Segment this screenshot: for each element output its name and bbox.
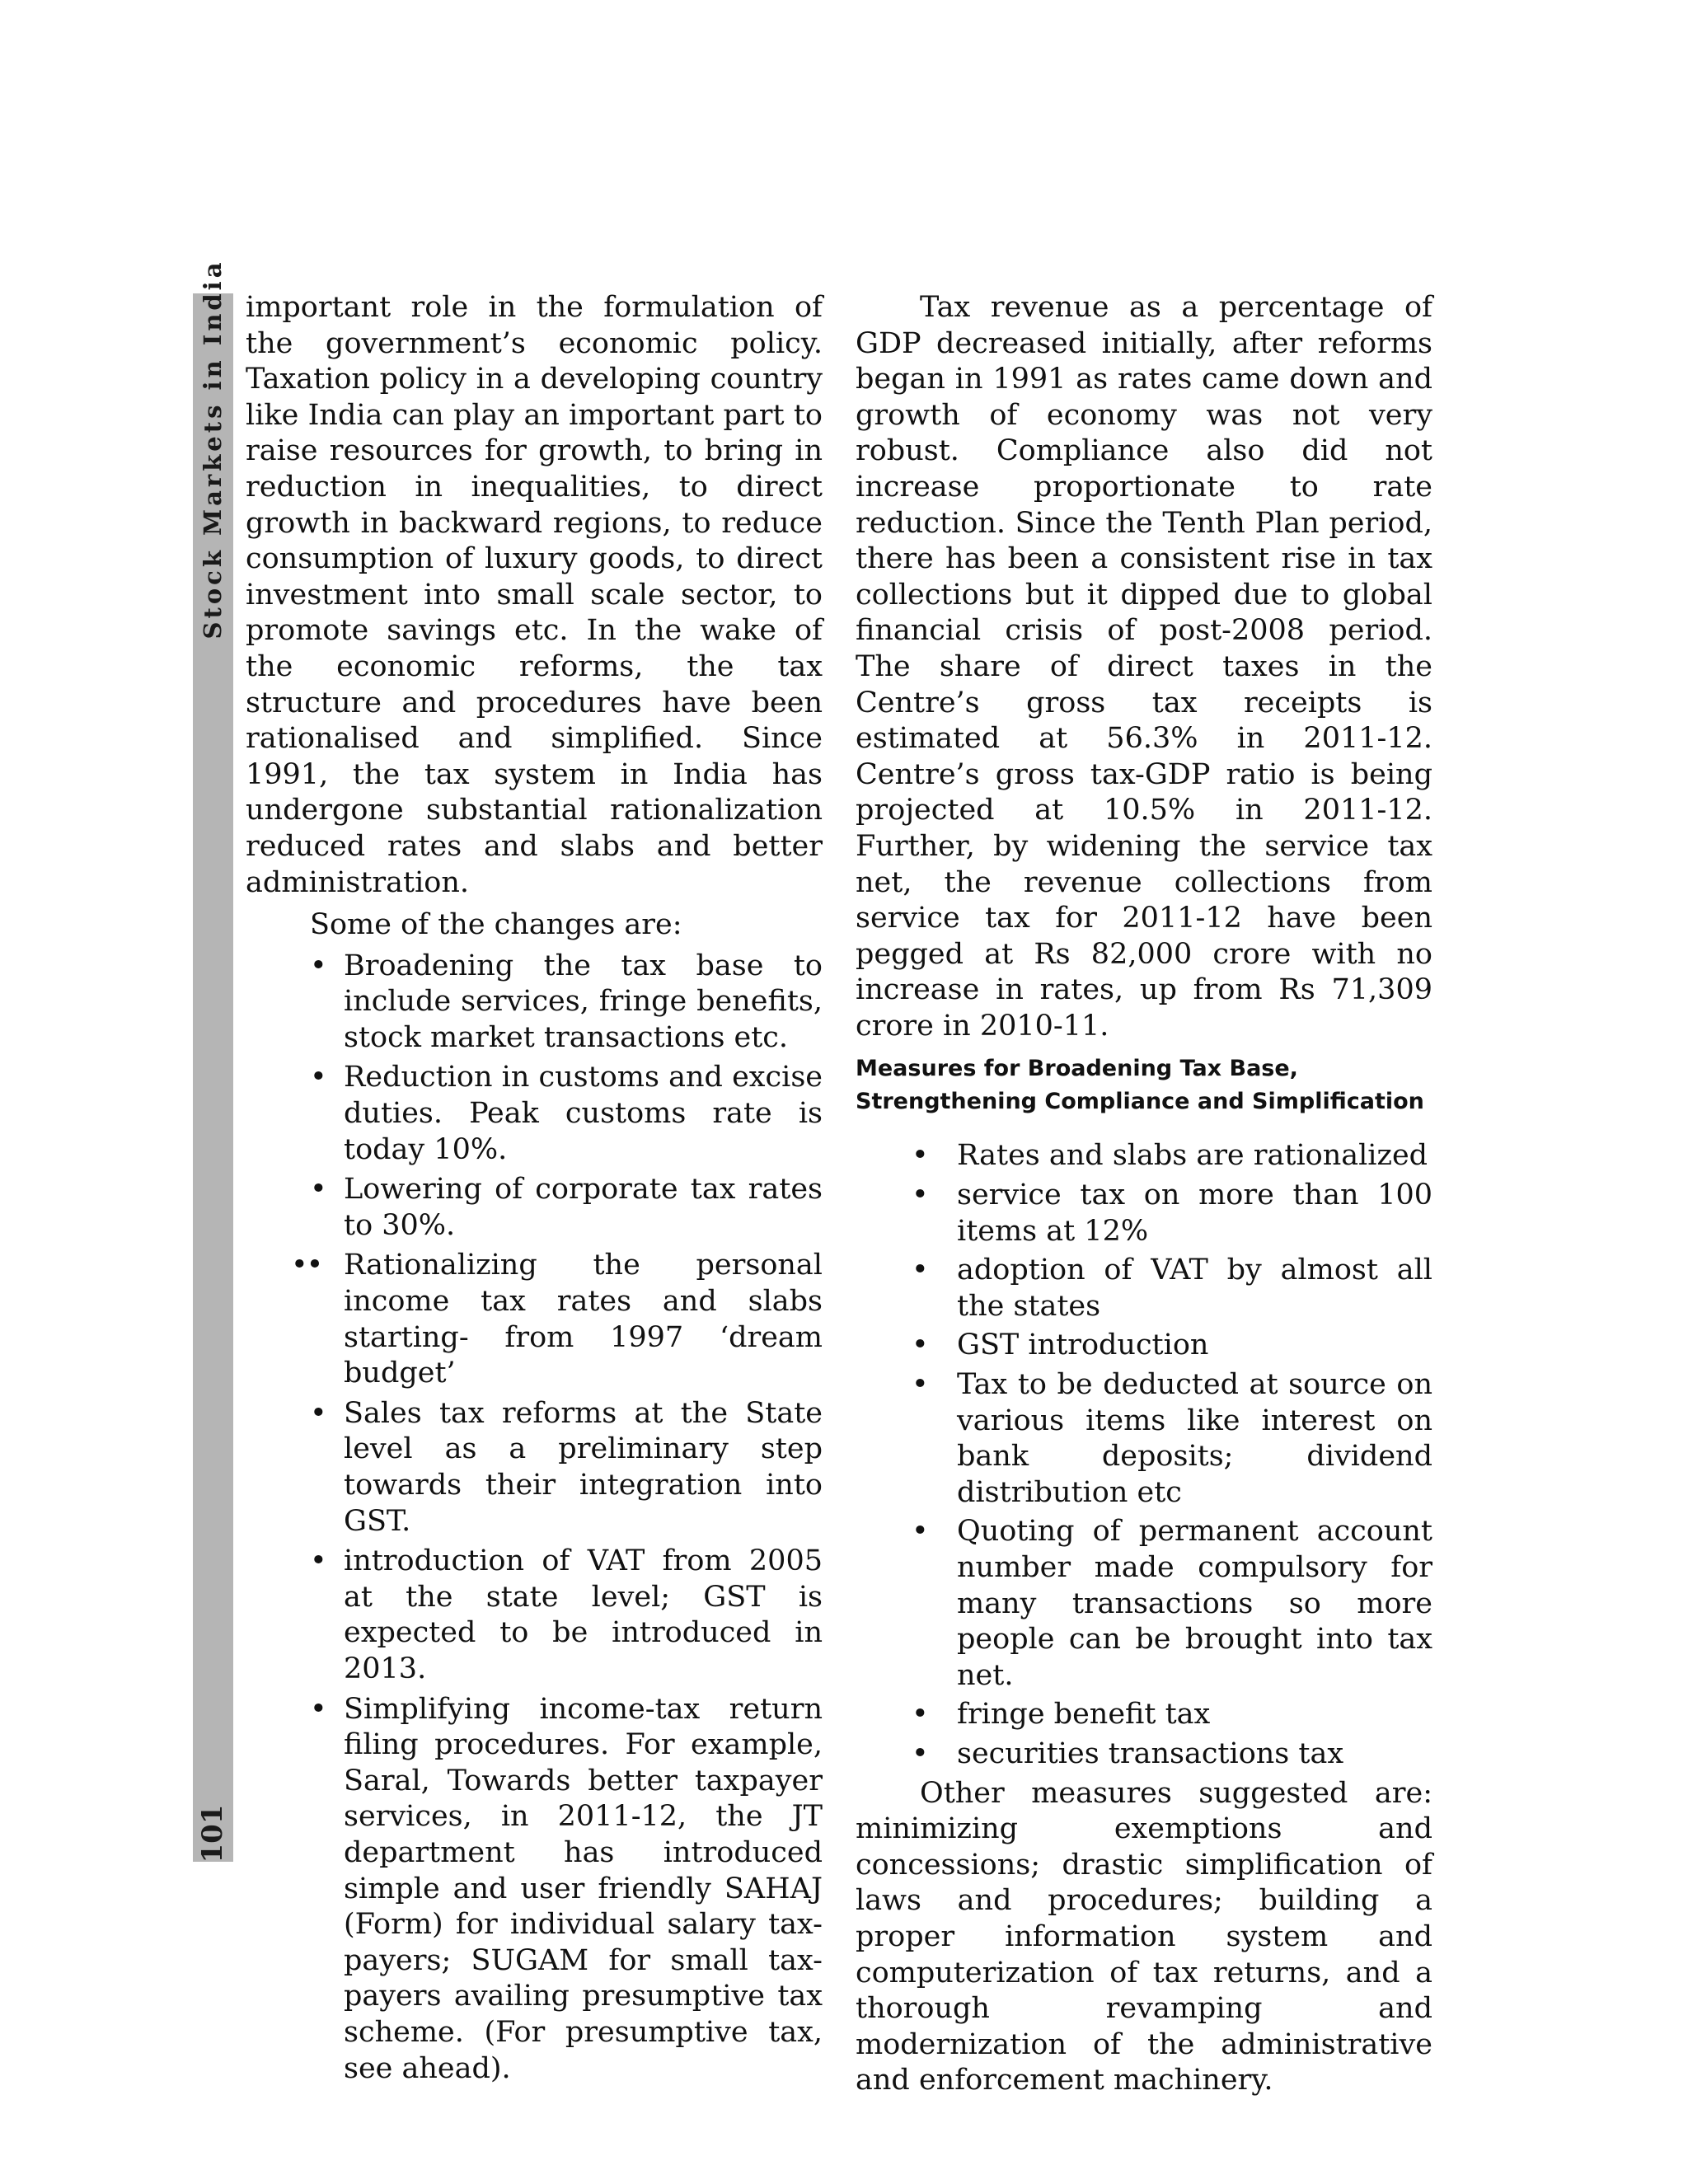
list-item bbox=[856, 1367, 1432, 1511]
list-item-text: Tax to be deducted at source on various items like interest on bank deposits; dividend distribution etc bbox=[957, 1368, 1432, 1509]
changes-list bbox=[246, 949, 823, 2087]
list-item-text: Rationalizing the personal income tax rates and slabs starting- from 1997 ‘dream budget’ bbox=[344, 1249, 823, 1390]
list-item-text: Reduction in customs and excise duties. Peak customs rate is today 10%. bbox=[344, 1061, 823, 1166]
section-heading bbox=[856, 1052, 1432, 1118]
list-item-text: introduction of VAT from 2005 at the state level; GST is expected to be introduced in 2013. bbox=[344, 1544, 823, 1685]
bullet-icon: • bbox=[310, 1396, 327, 1430]
bullet-icon: • bbox=[912, 1736, 929, 1770]
page-number: 101 bbox=[196, 1804, 229, 1863]
bullet-icon: • bbox=[912, 1698, 929, 1732]
list-item-text: fringe benefit tax bbox=[957, 1698, 1211, 1732]
list-item-text: Lowering of corporate tax rates to 30%. bbox=[344, 1173, 823, 1242]
list-item-text: GST introduction bbox=[957, 1329, 1209, 1362]
section-heading-line: Measures for Broadening Tax Base, bbox=[856, 1056, 1298, 1082]
bullet-icon: • bbox=[310, 1173, 327, 1207]
bullet-icon: • bbox=[912, 1515, 929, 1549]
bullet-icon: • bbox=[912, 1139, 929, 1173]
bullet-icon: • bbox=[310, 1544, 327, 1578]
list-item bbox=[856, 1178, 1432, 1249]
list-item-text: Simplifying income-tax return filing procedures. For example, Saral, Towards better taxpayer services, in 2011-12, the JT department has introduced simple and user friendly SAHAJ (Form) for individual salary tax-payers; SUGAM for small tax-payers availing presumptive tax scheme. (For presumptive tax, see ahead). bbox=[344, 1692, 823, 2085]
double-bullet-icon: •• bbox=[291, 1249, 322, 1282]
bullet-icon: • bbox=[912, 1368, 929, 1402]
tax-gdp-paragraph: Tax revenue as a percentage of GDP decreased initially, after reforms began in 1991 as rates came down and growth of economy was not very robust. Compliance also did not increase proportionate to rate reduction. Since the Tenth Plan period, there has been a consistent rise in tax collections but it dipped due to global financial crisis of post-2008 period. The share of direct taxes in the Centre’s gross tax receipts is estimated at 56.3% in 2011-12. Centre’s gross tax-GDP ratio is being projected at 10.5% in 2011-12. Further, by widening the service tax net, the revenue collections from service tax for 2011-12 have been pegged at Rs 82,000 crore with no increase in rates, up from Rs 71,309 crore in 2010-11. bbox=[856, 291, 1432, 1043]
measures-list bbox=[856, 1138, 1432, 1772]
bullet-icon: • bbox=[310, 1692, 327, 1726]
list-item bbox=[246, 1396, 823, 1540]
bullet-icon: • bbox=[912, 1179, 929, 1212]
list-item bbox=[246, 1060, 823, 1168]
list-item-text: Sales tax reforms at the State level as a preliminary step towards their integration into GST. bbox=[344, 1396, 823, 1538]
list-item-text: securities transactions tax bbox=[957, 1736, 1344, 1770]
list-item bbox=[856, 1697, 1432, 1733]
list-item bbox=[856, 1138, 1432, 1174]
list-item-text: service tax on more than 100 items at 12% bbox=[957, 1179, 1432, 1248]
list-item-text: Quoting of permanent account number made compulsory for many transactions so more people can be brought into tax net. bbox=[957, 1515, 1432, 1692]
right-column bbox=[856, 290, 1432, 2099]
changes-lead-in: Some of the changes are: bbox=[310, 908, 682, 942]
bullet-icon: • bbox=[310, 949, 327, 982]
bullet-icon: • bbox=[912, 1329, 929, 1362]
list-item-text: Broadening the tax base to include services, fringe benefits, stock market transactions etc. bbox=[344, 949, 823, 1054]
list-item bbox=[246, 1172, 823, 1244]
intro-paragraph: important role in the formulation of the government’s economic policy. Taxation policy in a developing country like India can play an important part to raise resources for growth, to bring in reduction in inequalities, to direct growth in backward regions, to reduce consumption of luxury goods, to direct investment into small scale sector, to promote savings etc. In the wake of the economic reforms, the tax structure and procedures have been rationalised and simplified. Since 1991, the tax system in India has undergone substantial rationalization reduced rates and slabs and better administration. bbox=[246, 291, 823, 899]
left-column bbox=[246, 290, 823, 2091]
list-item bbox=[856, 1736, 1432, 1773]
list-item-text: adoption of VAT by almost all the states bbox=[957, 1254, 1432, 1323]
list-item bbox=[856, 1514, 1432, 1694]
list-item bbox=[246, 1692, 823, 2088]
list-item bbox=[856, 1253, 1432, 1324]
list-item bbox=[246, 1544, 823, 1687]
closing-paragraph: Other measures suggested are: minimizing exemptions and concessions; drastic simplification of laws and procedures; building a proper information system and computerization of tax returns, and a thorough revamping and modernization of the administrative and enforcement machinery. bbox=[856, 1776, 1432, 2097]
list-item bbox=[246, 1248, 823, 1391]
list-item-text: Rates and slabs are rationalized bbox=[957, 1139, 1428, 1173]
bullet-icon: • bbox=[912, 1254, 929, 1287]
list-item bbox=[856, 1328, 1432, 1364]
running-head: Stock Markets in India bbox=[199, 259, 227, 640]
section-heading-line: Strengthening Compliance and Simplification bbox=[856, 1089, 1424, 1115]
list-item bbox=[246, 949, 823, 1057]
bullet-icon: • bbox=[310, 1061, 327, 1094]
